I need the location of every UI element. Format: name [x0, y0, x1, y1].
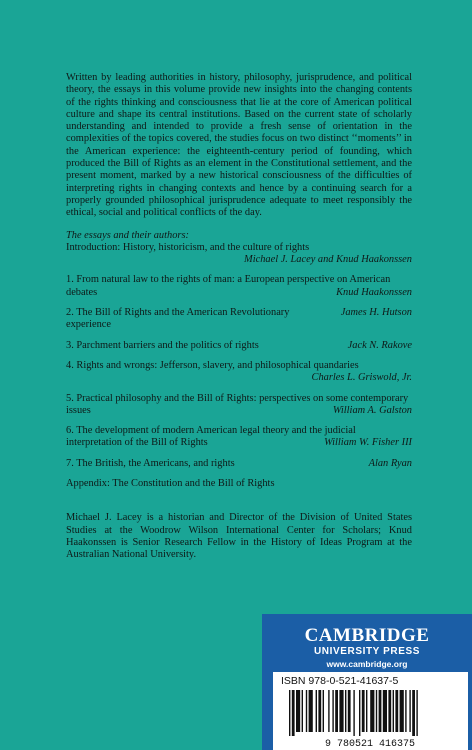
- barcode-bar: [323, 690, 324, 732]
- book-description: Written by leading authorities in history, philosophy, jurisprudence, and political theory, the essays in this volume provide new insights into the changing contents of the rights thinking and consciousness that lie at the core of American political culture and shape its central institutions. Based on the current state of scholarly understanding and intended to provide a fresh sense of orientation in the complexities of the topics covered, the studies focus on two distinct ‘‘moments’’ in the American experience: the eighteenth-century period of founding, which produced the Bill of Rights as an element in the Constitutional settlement, and the present moment, marked by a new historical consciousness of the difficulties of interpreting rights in changing contexts and hence by a continuing search for a properly grounded philosophical jurisprudence adequate to meet responsibly the ethical, social and political conflicts of the day.: [66, 72, 412, 219]
- barcode-bar: [383, 690, 387, 732]
- barcode-bar: [409, 690, 410, 732]
- introduction-title: Introduction: History, historicism, and the culture of rights: [66, 241, 310, 253]
- essay-item-3: [66, 340, 412, 352]
- essay-title: 4. Rights and wrongs: Jefferson, slavery, and philosophical quandaries: [66, 359, 359, 371]
- barcode-icon: [273, 672, 468, 750]
- barcode-bar: [405, 690, 406, 732]
- isbn-label: ISBN 978-0-521-41637-5: [281, 675, 399, 687]
- barcode-bar: [379, 690, 382, 732]
- essay-title: 1. From natural law to the rights of man: a European perspective on American debates: [66, 274, 391, 298]
- barcode-bar: [316, 690, 317, 732]
- barcode-bar: [359, 690, 360, 736]
- barcode-bar: [318, 690, 321, 732]
- essay-item-6: [66, 425, 412, 450]
- essay-author: Charles L. Griswold, Jr.: [311, 372, 412, 384]
- barcode-bar: [309, 690, 313, 732]
- barcode-bar: [306, 690, 307, 732]
- essay-author: James H. Hutson: [340, 307, 412, 319]
- barcode-bar: [332, 690, 333, 732]
- essay-author: Alan Ryan: [368, 457, 412, 469]
- publisher-panel: [262, 614, 472, 750]
- introduction-author: Michael J. Lacey and Knud Haakonssen: [244, 254, 412, 266]
- barcode-bar: [395, 690, 398, 732]
- essay-title: 3. Parchment barriers and the politics of rights: [66, 339, 259, 351]
- essay-item-2: [66, 307, 412, 332]
- barcode-area: [273, 672, 468, 750]
- barcode-bar: [292, 690, 295, 736]
- essay-author: Knud Haakonssen: [336, 286, 412, 298]
- barcode-bar: [296, 690, 300, 732]
- essay-title: 7. The British, the Americans, and rights: [66, 457, 235, 469]
- essay-item-1: [66, 274, 412, 299]
- essay-title: 5. Practical philosophy and the Bill of Rights: perspectives on some contemporary issues: [66, 392, 409, 416]
- barcode-bar: [366, 690, 367, 732]
- essay-title: 6. The development of modern American legal theory and the judicial interpretation of the Bill of Rights: [66, 425, 356, 449]
- appendix-line: Appendix: The Constitution and the Bill of Rights: [66, 478, 275, 490]
- publisher-logo-subtitle: UNIVERSITY PRESS: [313, 646, 421, 657]
- essay-item-7: [66, 458, 412, 470]
- barcode-bar: [348, 690, 351, 732]
- barcode-bar: [376, 690, 377, 732]
- essay-item-4: [66, 360, 412, 385]
- publisher-logo-name: CAMBRIDGE: [304, 625, 430, 646]
- barcode-bar: [393, 690, 394, 732]
- essay-item-5: [66, 393, 412, 418]
- barcode-bar: [328, 690, 329, 732]
- barcode-bar: [416, 690, 417, 736]
- barcode-bar: [370, 690, 374, 732]
- barcode-bar: [388, 690, 391, 732]
- barcode-bar: [362, 690, 365, 732]
- essay-author: Jack N. Rakove: [347, 339, 412, 351]
- barcode-bar: [335, 690, 338, 732]
- barcode-bar: [353, 690, 354, 736]
- barcode-bar: [345, 690, 346, 732]
- editors-bio: Michael J. Lacey is a historian and Director of the Division of United States Studies at the Woodrow Wilson International Center for Scholars; Knud Haakonssen is Senior Research Fellow in the History of Ideas Program at the Australian National University.: [66, 512, 412, 561]
- barcode-bar: [302, 690, 303, 732]
- publisher-url: www.cambridge.org: [326, 659, 408, 669]
- barcode-bar: [289, 690, 290, 736]
- barcode-digits: 9 780521 416375: [324, 739, 416, 750]
- barcode-bar: [400, 690, 404, 732]
- back-cover-text: [66, 72, 412, 562]
- essay-author: William A. Galston: [332, 404, 412, 416]
- essay-author: William W. Fisher III: [324, 437, 412, 449]
- essays-heading: The essays and their authors:: [66, 229, 189, 241]
- barcode-bar: [412, 690, 415, 736]
- barcode-bar: [339, 690, 343, 732]
- essay-title: 2. The Bill of Rights and the American Revolutionary experience: [66, 307, 290, 331]
